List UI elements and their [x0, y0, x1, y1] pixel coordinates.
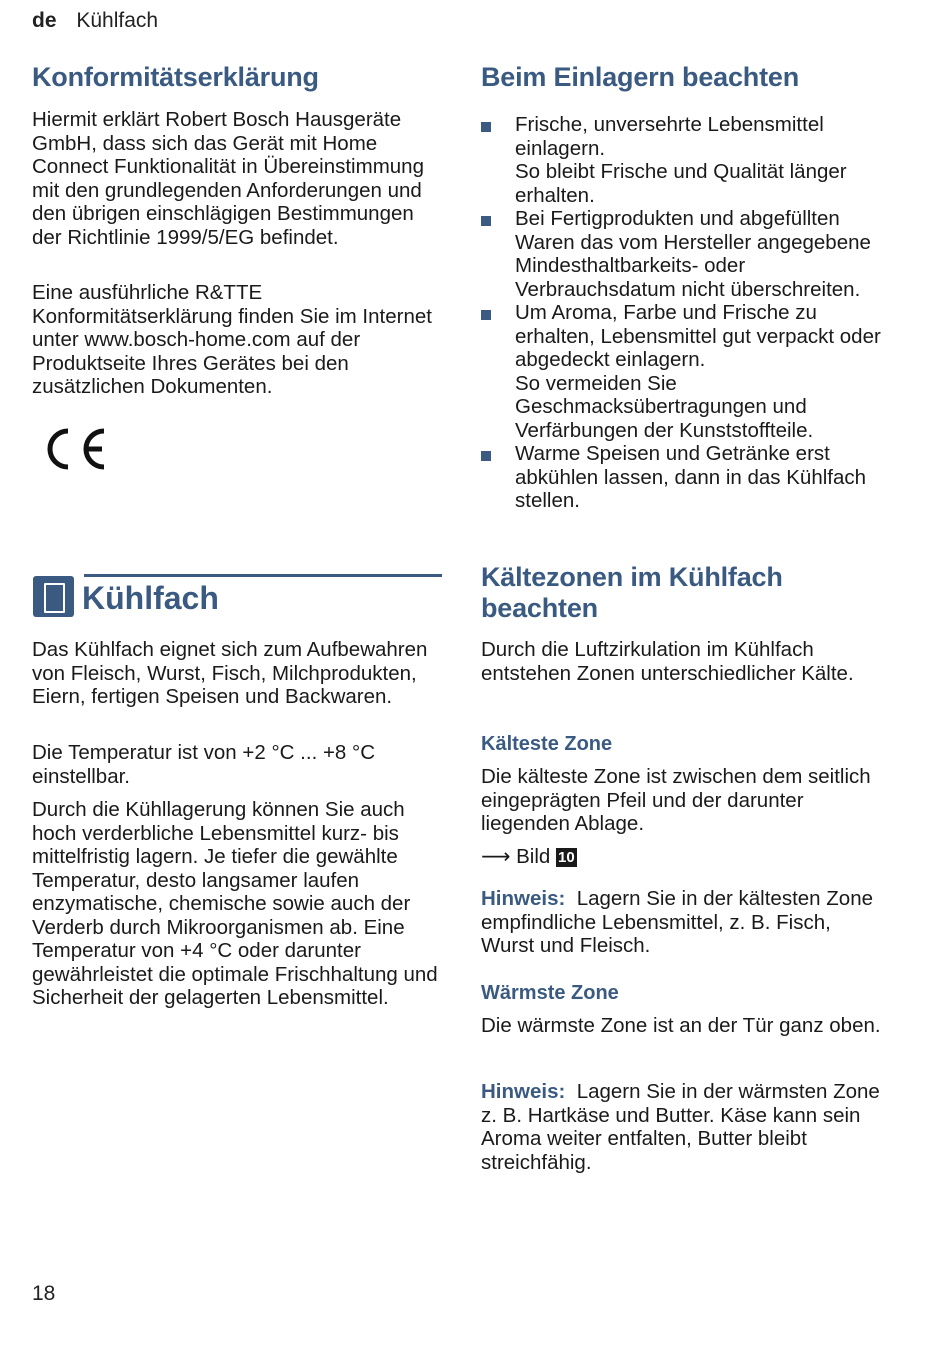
kuehlfach-title: Kühlfach — [82, 580, 219, 616]
figure-number: 10 — [557, 849, 575, 866]
kuehlfach-paragraph-2: Die Temperatur ist von +2 °C ... +8 °C einstellbar. — [32, 741, 376, 788]
konformitaet-paragraph-2: Eine ausführliche R&TTE Konformitätserklärung finden Sie im Internet unter www.bosch-home.com auf der Produktseite Ihres Gerätes bei den zusätzlichen Dokumenten. — [32, 281, 432, 398]
kaeltezonen-intro: Durch die Luftzirkulation im Kühlfach entstehen Zonen unterschiedlicher Kälte. — [481, 638, 854, 685]
fridge-icon — [33, 576, 74, 617]
note-text: Lagern Sie in der wärmsten Zone z. B. Hartkäse und Butter. Käse kann sein Aroma weiter entfalten, Butter bleibt streichfähig. — [481, 1080, 880, 1174]
warmest-zone-title: Wärmste Zone — [481, 982, 619, 1004]
page-number: 18 — [32, 1282, 56, 1305]
konformitaet-paragraph-1: Hiermit erklärt Robert Bosch Hausgeräte GmbH, dass sich das Gerät mit Home Connect Funktionalität in Übereinstimmung mit den grundlegenden Anforderungen und den übrigen einschlägigen Bestimmungen der Richtlinie 1999/5/EG befindet. — [32, 108, 424, 249]
note-label: Hinweis: — [481, 887, 566, 910]
einlagern-list — [481, 113, 891, 513]
warmest-zone-text: Die wärmste Zone ist an der Tür ganz oben. — [481, 1014, 881, 1037]
coldest-zone-title: Kälteste Zone — [481, 733, 613, 755]
warmest-zone-note — [481, 1080, 891, 1174]
figure-reference[interactable] — [481, 845, 577, 869]
header-section: Kühlfach — [76, 9, 159, 32]
note-text: Lagern Sie in der kältesten Zone empfindliche Lebensmittel, z. B. Fisch, Wurst und Fleisch. — [481, 887, 874, 957]
kuehlfach-paragraph-1: Das Kühlfach eignet sich zum Aufbewahren von Fleisch, Wurst, Fisch, Milchprodukten, Eiern, fertigen Speisen und Backwaren. — [32, 638, 428, 708]
ce-mark-icon — [38, 425, 108, 473]
page-header — [32, 9, 158, 33]
section-divider — [84, 574, 442, 577]
figure-label: Bild — [516, 845, 551, 868]
list-item: Um Aroma, Farbe und Frische zu erhalten, Lebensmittel gut verpackt oder abgedeckt einlagern. So vermeiden Sie Geschmacksübertragungen und Verfärbungen der Kunststoffteile. — [481, 301, 891, 442]
list-item: Warme Speisen und Getränke erst abkühlen lassen, dann in das Kühlfach stellen. — [481, 442, 891, 513]
note-label: Hinweis: — [481, 1080, 566, 1103]
einlagern-title: Beim Einlagern beachten — [481, 62, 799, 92]
arrow-right-icon: ⟶ — [481, 845, 511, 868]
coldest-zone-text: Die kälteste Zone ist zwischen dem seitlich eingeprägten Pfeil und der darunter liegenden Ablage. — [481, 765, 871, 835]
coldest-zone-note — [481, 887, 886, 958]
kuehlfach-paragraph-3: Durch die Kühllagerung können Sie auch hoch verderbliche Lebensmittel kurz- bis mittelfristig lagern. Je tiefer die gewählte Temperatur, desto langsamer laufen enzymatische, chemische sowie auch der Verderb durch Mikroorganismen ab. Eine Temperatur von +4 °C oder darunter gewährleistet die optimale Frischhaltung und Sicherheit der gelagerten Lebensmittel. — [32, 798, 438, 1009]
kaeltezonen-title: Kältezonen im Kühlfach beachten — [481, 562, 783, 623]
list-item: Bei Fertigprodukten und abgefüllten Waren das vom Hersteller angegebene Mindesthaltbarkeits- oder Verbrauchsdatum nicht überschreiten. — [481, 207, 891, 301]
konformitaet-title: Konformitätserklärung — [32, 62, 319, 92]
language-code: de — [32, 9, 57, 32]
list-item: Frische, unversehrte Lebensmittel einlagern. So bleibt Frische und Qualität länger erhalten. — [481, 113, 891, 207]
